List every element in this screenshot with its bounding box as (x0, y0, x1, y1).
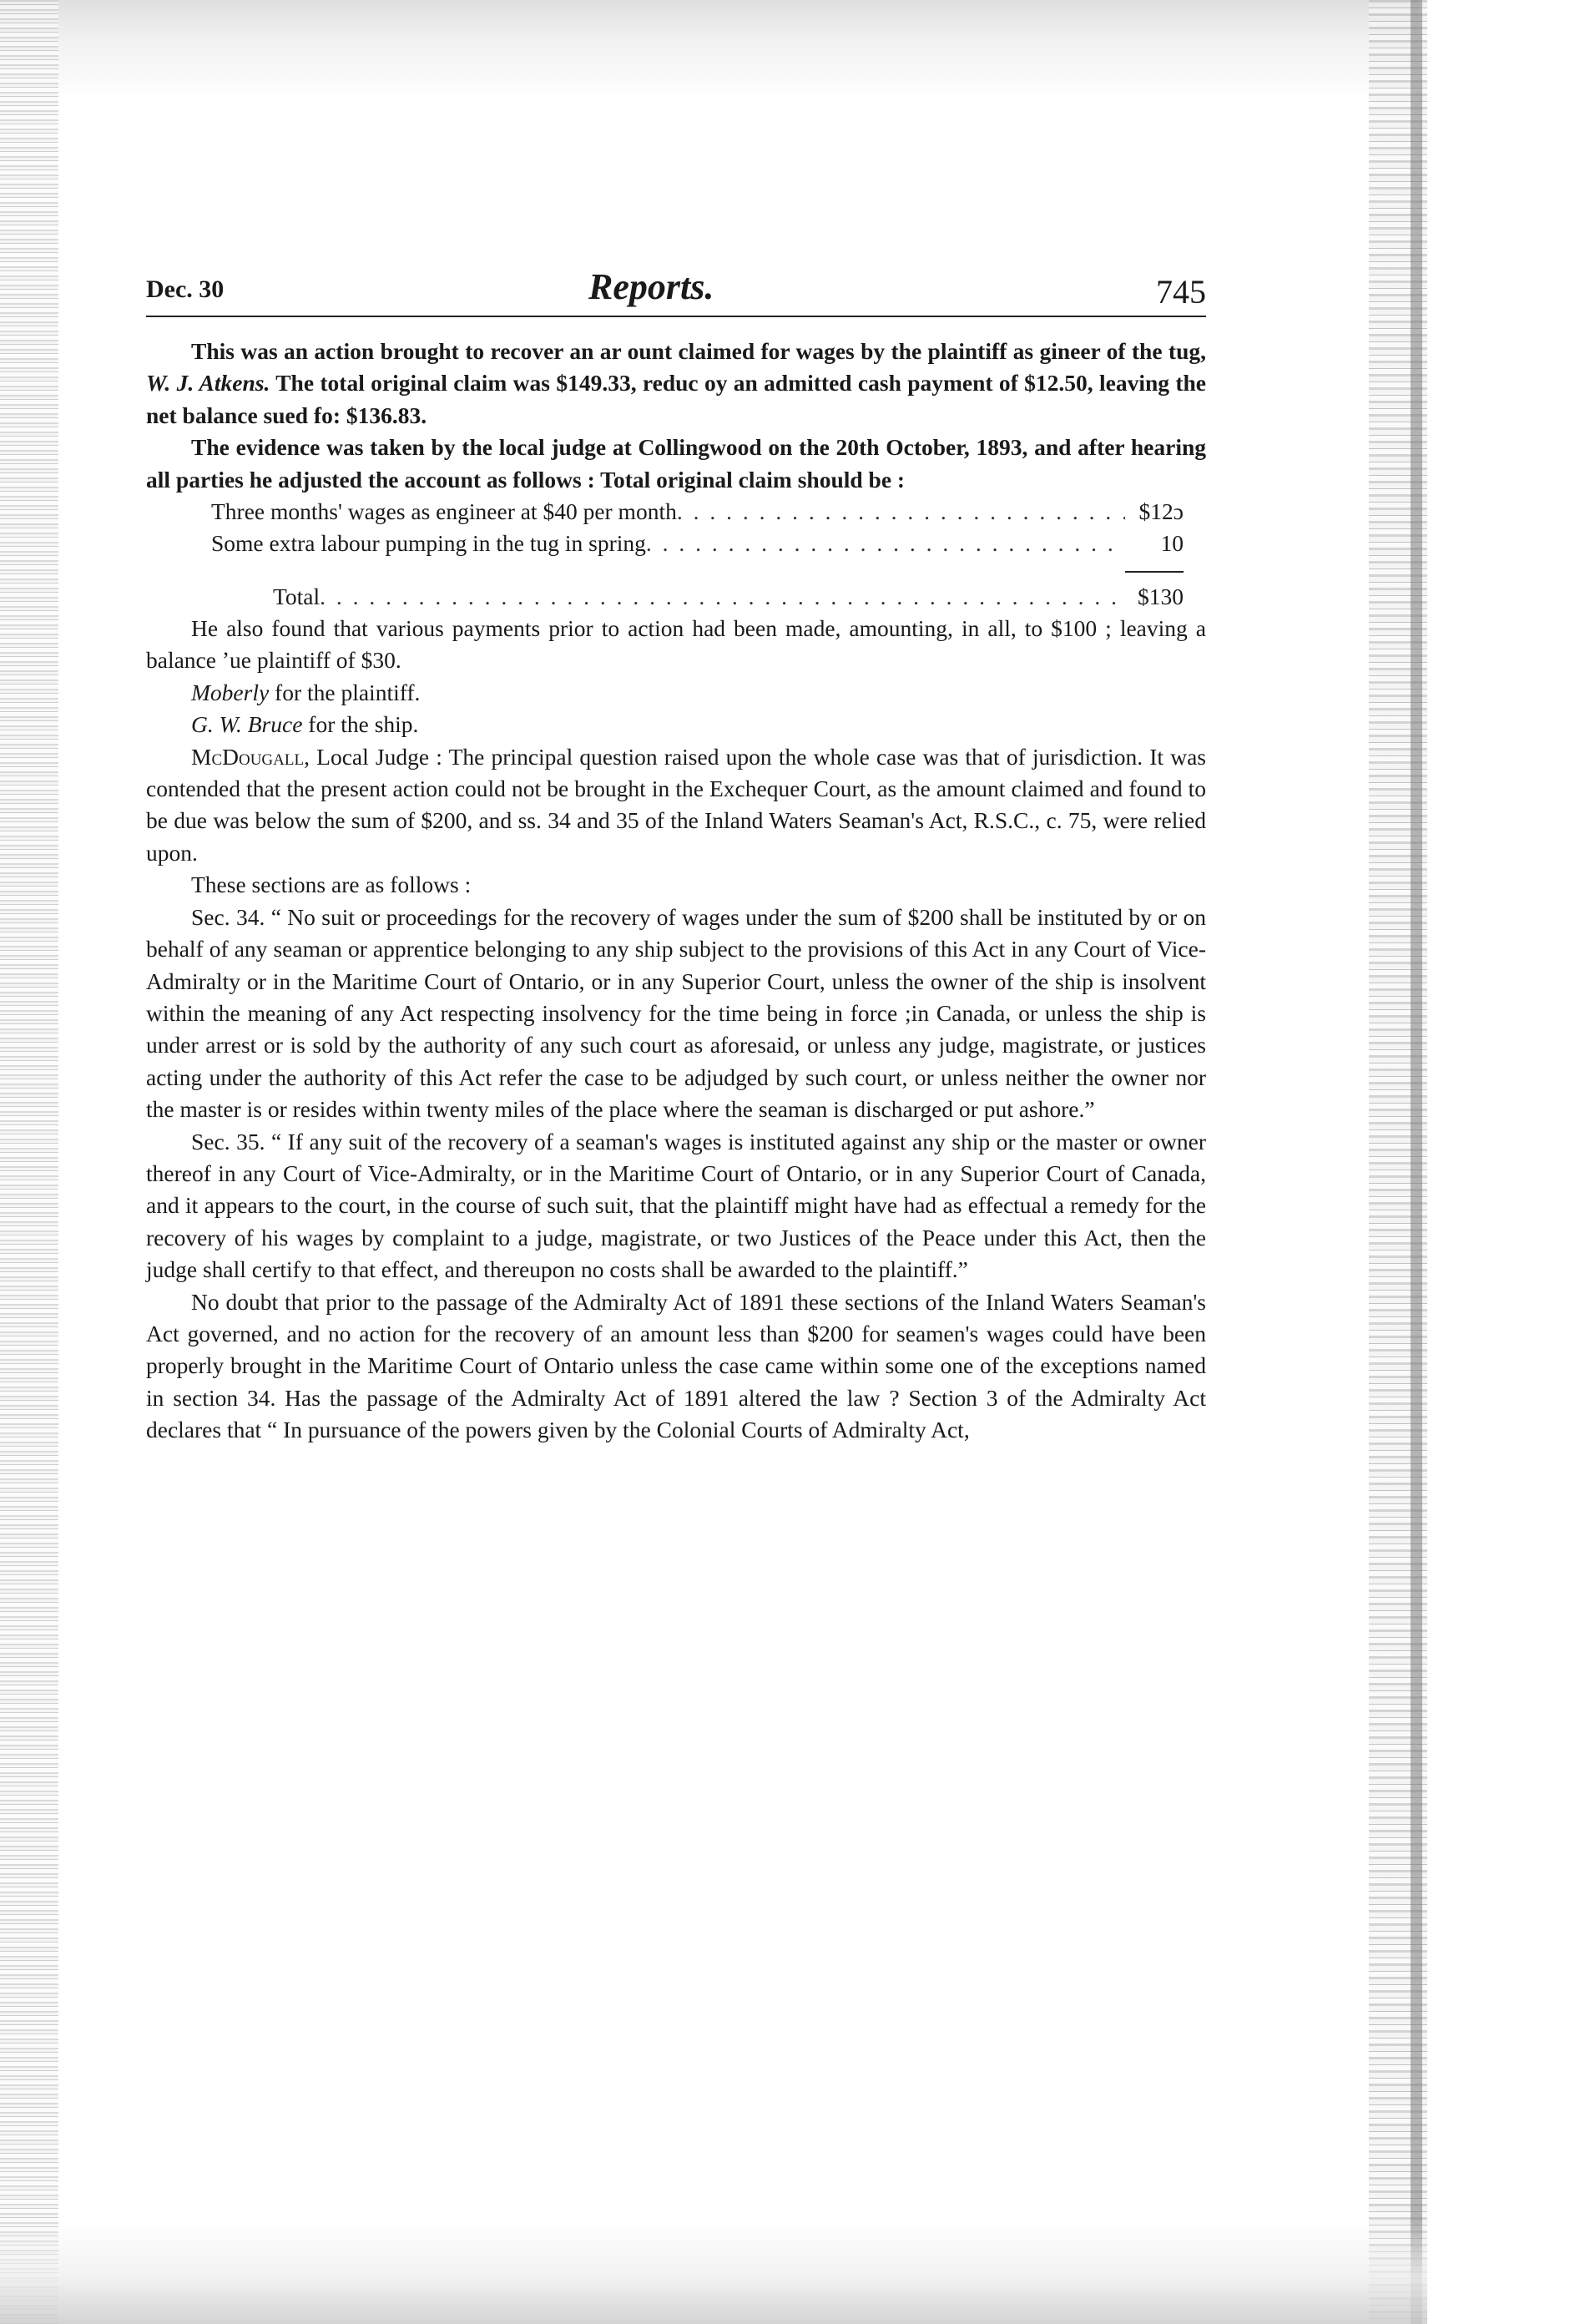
leader-dots (677, 496, 1125, 528)
total-amount: $130 (1138, 584, 1184, 610)
document-page (146, 265, 1206, 1447)
header-date: Dec. 30 (146, 275, 225, 303)
report-body (146, 336, 1206, 1447)
paragraph-sections-intro: These sections are as follows : (191, 872, 472, 898)
paragraph-judgment: McDougall, Local Judge : The principal question raised upon the whole case was that of jurisdiction. It was contended that the present action could not be brought in the Exchequer Court, as the amount claimed and found to be due was below the sum of $200, and ss. 34 and 35 of the Inland Waters Seaman's Act, R.S.C., c. 75, were relied upon. (146, 743, 1206, 866)
case-summary (146, 336, 1206, 496)
paragraph-analysis: No doubt that prior to the passage of the Admiralty Act of 1891 these sections of the Inland Waters Seaman's Act governed, and no action for the recovery of an amount less than $200 for seamen's wages could have been properly brought in the Maritime Court of Ontario unless the case came within some one of the exceptions named in section 34. Has the passage of the Admiralty Act of 1891 altered the law ? Section 3 of the Admiralty Act declares that “ In pursuance of the powers given by the Colonial Courts of Admiralty Act, (146, 1288, 1206, 1443)
account-item-amount: 10 (1160, 530, 1184, 557)
sum-rule (1125, 571, 1184, 573)
paragraph-claim: This was an action brought to recover an ar ount claimed for wages by the plaintiff as gineer of the tug, W. J. Atkens. The total original claim was $149.33, reduc oy an admitted cash payment of $12.50, leaving the net balance sued fo: $136.83. (146, 338, 1206, 428)
total-label: Total (273, 584, 321, 610)
section-34-quote: Sec. 34. “ No suit or proceedings for the recovery of wages under the sum of $200 shall be instituted by or on behalf of any seaman or apprentice belonging to any ship subject to the provisions of this Act in any Court of Vice-Admiralty or in the Maritime Court of Ontario, or in any Superior Court, unless the owner of the ship is insolvent within the meaning of any Act respecting insolvency for the time being in force ;in Canada, or unless the ship is under arrest or is sold by the authority of any such court as aforesaid, or unless any judge, magistrate, or justices acting under the authority of this Act refer the case to be adjudged by such court, or unless neither the owner nor the master is or resides within twenty miles of the place where the seaman is discharged or put ashore.” (146, 903, 1206, 1123)
scan-border-bottom (0, 2220, 1427, 2324)
account-row (211, 496, 1184, 528)
account-table (211, 496, 1184, 613)
paragraph-payments: He also found that various payments prior to action had been made, amounting, in all, to $100 ; leaving a balance ʼue plaintiff of $30. (146, 615, 1206, 674)
account-total-row (211, 581, 1184, 613)
page-number: 745 (1156, 273, 1206, 311)
paragraph-evidence: The evidence was taken by the local judge at Collingwood on the 20th October, 1893, and after hearing all parties he adjusted the account as follows : Total original claim should be : (146, 434, 1206, 493)
counsel-ship: G. W. Bruce for the ship. (191, 711, 419, 738)
vessel-name: W. J. Atkens. (146, 370, 270, 397)
counsel-plaintiff: Moberly for the plaintiff. (191, 679, 421, 705)
page-gutter-shadow (1411, 0, 1422, 2324)
leader-dots (646, 528, 1125, 559)
account-item-label: Three months' wages as engineer at $40 per month (211, 498, 677, 525)
scan-border-left (0, 0, 58, 2324)
account-item-label: Some extra labour pumping in the tug in spring (211, 530, 646, 557)
running-header (146, 265, 1206, 317)
scan-border-top (0, 0, 1419, 100)
account-item-amount: $12ɔ (1138, 498, 1184, 525)
header-title: Reports. (588, 266, 714, 307)
leader-dots (320, 581, 1125, 613)
judge-name: McDougall (191, 743, 305, 770)
section-35-quote: Sec. 35. “ If any suit of the recovery of a seaman's wages is instituted against any ship or the master or owner thereof in any Court of Vice-Admiralty, or in the Maritime Court of Ontario, or in any Superior Court of Canada, and it appears to the court, in the course of such suit, that the plaintiff might have had as effectual a remedy for the recovery of his wages by complaint to a judge, magistrate, or two Justices of the Peace under this Act, then the judge shall certify to that effect, and thereupon no costs shall be awarded to the plaintiff.” (146, 1128, 1206, 1283)
account-row (211, 528, 1184, 559)
